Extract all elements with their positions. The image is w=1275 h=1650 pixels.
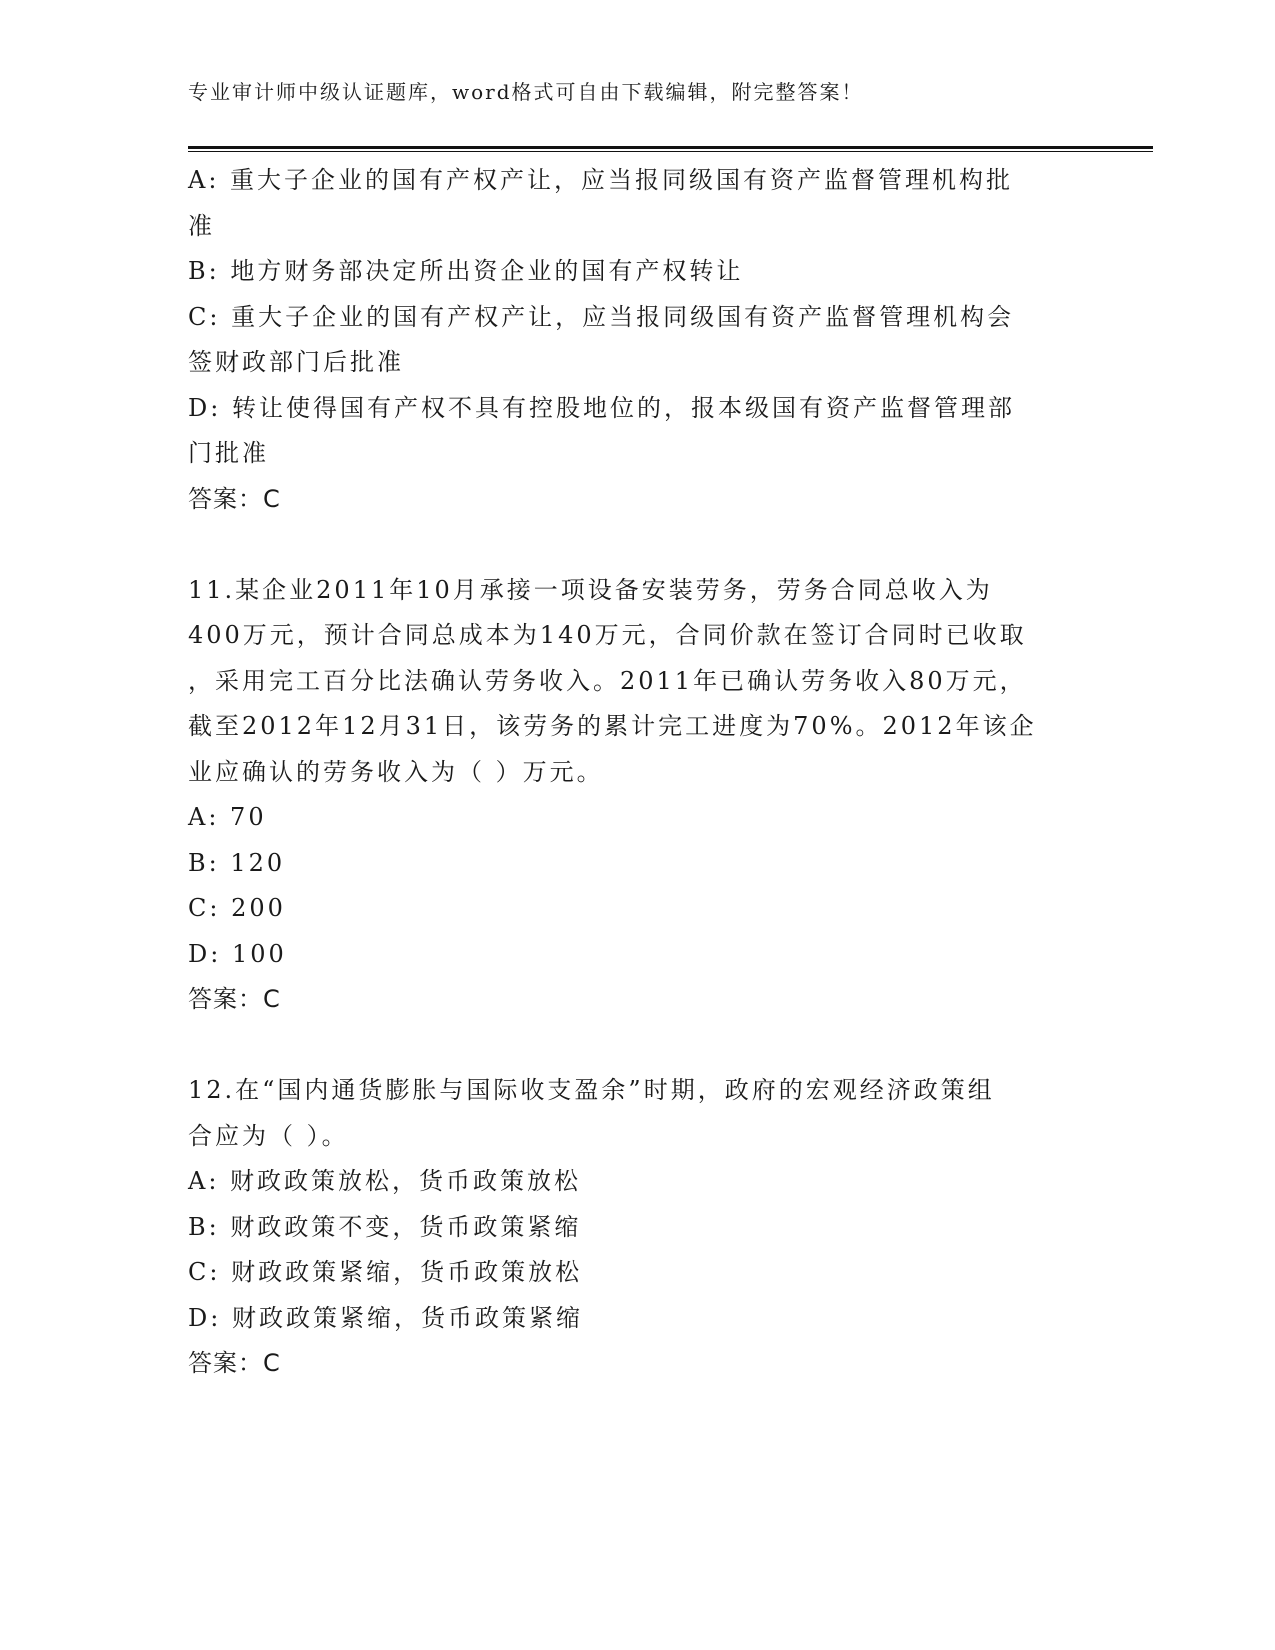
option-line: D: 转让使得国有产权不具有控股地位的，报本级国有资产监督管理部 — [188, 393, 1015, 422]
question-content — [188, 158, 1088, 1387]
question-stem-line: 400万元，预计合同总成本为140万元，合同价款在签订合同时已收取 — [188, 621, 1027, 649]
spacer — [188, 1023, 1088, 1069]
question-11 — [188, 568, 1088, 1023]
header-rule-thin — [188, 151, 1153, 152]
option-line: C: 重大子企业的国有产权产让，应当报同级国有资产监督管理机构会 — [188, 302, 1015, 331]
option-line: B: 120 — [188, 848, 286, 877]
question-stem-line: 合应为（ ）。 — [188, 1121, 349, 1150]
answer-line: 答案：C — [188, 1349, 281, 1377]
answer-line: 答案：C — [188, 484, 281, 513]
option-line: C: 200 — [188, 894, 286, 922]
answer-line: 答案：C — [188, 985, 281, 1013]
header-rule-thick — [188, 146, 1153, 149]
question-stem-line: 11.某企业2011年10月承接一项设备安装劳务，劳务合同总收入为 — [188, 575, 993, 604]
option-line: 准 — [188, 211, 215, 240]
option-line: D: 财政政策紧缩，货币政策紧缩 — [188, 1303, 583, 1332]
option-line: 门批准 — [188, 439, 269, 467]
question-10 — [188, 158, 1088, 522]
option-line: A: 重大子企业的国有产权产让，应当报同级国有资产监督管理机构批 — [188, 166, 1014, 194]
option-line: A: 财政政策放松，货币政策放松 — [188, 1167, 582, 1195]
option-line: B: 地方财务部决定所出资企业的国有产权转让 — [188, 257, 744, 285]
option-line: B: 财政政策不变，货币政策紧缩 — [188, 1212, 582, 1241]
question-stem-line: 12.在“国内通货膨胀与国际收支盈余”时期，政府的宏观经济政策组 — [188, 1076, 995, 1104]
option-line: A: 70 — [188, 803, 267, 831]
page-header: 专业审计师中级认证题库，word格式可自由下载编辑，附完整答案！ — [188, 80, 864, 104]
option-line: 签财政部门后批准 — [188, 348, 404, 376]
spacer — [188, 522, 1088, 568]
question-stem-line: 截至2012年12月31日，该劳务的累计完工进度为70%。2012年该企 — [188, 712, 1037, 740]
option-line: C: 财政政策紧缩，货币政策放松 — [188, 1258, 583, 1286]
question-stem-line: ，采用完工百分比法确认劳务收入。2011年已确认劳务收入80万元， — [188, 666, 1027, 695]
question-12 — [188, 1068, 1088, 1387]
option-line: D: 100 — [188, 939, 287, 968]
question-stem-line: 业应确认的劳务收入为（ ）万元。 — [188, 757, 604, 786]
